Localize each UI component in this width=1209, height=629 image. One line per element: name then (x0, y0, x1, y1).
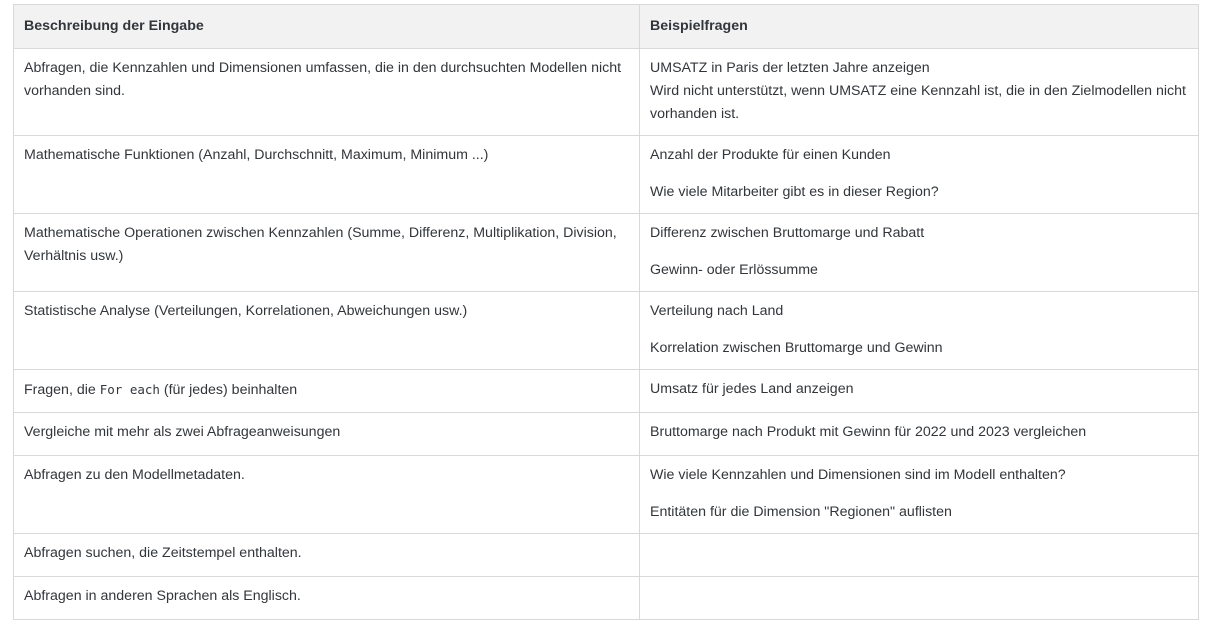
table-row (14, 456, 1199, 534)
example-question: Differenz zwischen Bruttomarge und Rabatt (650, 225, 925, 241)
description-text: (für jedes) beinhalten (159, 382, 298, 398)
row-description-cell (14, 534, 640, 577)
column-header-examples: Beispielfragen (640, 5, 1199, 49)
example-question: Wie viele Kennzahlen und Dimensionen sind im Modell enthalten? (650, 467, 1066, 483)
row-examples-cell (640, 577, 1199, 620)
row-description: Abfragen suchen, die Zeitstempel enthalten. (24, 545, 302, 561)
table-header-row (14, 5, 1199, 49)
row-description: Abfragen zu den Modellmetadaten. (24, 467, 245, 483)
row-description-cell (14, 292, 640, 370)
table-row (14, 534, 1199, 577)
column-header-description: Beschreibung der Eingabe (14, 5, 640, 49)
example-question: Gewinn- oder Erlössumme (650, 262, 818, 278)
row-description (24, 378, 629, 402)
table-row (14, 49, 1199, 136)
row-examples-cell (640, 534, 1199, 577)
example-question: Verteilung nach Land (650, 303, 784, 319)
example-question: Anzahl der Produkte für einen Kunden (650, 147, 891, 163)
table-row (14, 413, 1199, 456)
row-description-cell (14, 370, 640, 413)
table-row (14, 292, 1199, 370)
description-text: Fragen, die (24, 382, 100, 398)
row-description: Abfragen in anderen Sprachen als Englisch. (24, 588, 301, 604)
row-examples-cell (640, 413, 1199, 456)
row-description: Mathematische Operationen zwischen Kennzahlen (Summe, Differenz, Multiplikation, Division, Verhältnis usw.) (24, 225, 617, 264)
row-description-cell (14, 456, 640, 534)
row-description: Mathematische Funktionen (Anzahl, Durchschnitt, Maximum, Minimum ...) (24, 147, 489, 163)
limitations-table (13, 4, 1199, 620)
inline-code: For each (99, 382, 160, 397)
table-row (14, 214, 1199, 292)
row-examples-cell (640, 456, 1199, 534)
row-description-cell (14, 49, 640, 136)
row-examples-cell (640, 214, 1199, 292)
table-row (14, 136, 1199, 214)
example-note: Wird nicht unterstützt, wenn UMSATZ eine Kennzahl ist, die in den Zielmodellen nicht vorhanden ist. (650, 83, 1186, 122)
row-description-cell (14, 577, 640, 620)
row-examples-cell (640, 370, 1199, 413)
row-examples-cell (640, 136, 1199, 214)
example-question: Wie viele Mitarbeiter gibt es in dieser Region? (650, 184, 939, 200)
row-description-cell (14, 136, 640, 214)
limitations-table-container (13, 4, 1198, 620)
row-description-cell (14, 214, 640, 292)
table-row (14, 577, 1199, 620)
row-examples-cell (640, 292, 1199, 370)
row-description: Vergleiche mit mehr als zwei Abfrageanweisungen (24, 424, 341, 440)
table-row (14, 370, 1199, 413)
row-description-cell (14, 413, 640, 456)
example-question: Korrelation zwischen Bruttomarge und Gewinn (650, 340, 943, 356)
example-question: UMSATZ in Paris der letzten Jahre anzeigen (650, 60, 930, 76)
example-question: Umsatz für jedes Land anzeigen (650, 381, 854, 397)
row-examples-cell (640, 49, 1199, 136)
example-question: Entitäten für die Dimension "Regionen" auflisten (650, 504, 952, 520)
row-description: Abfragen, die Kennzahlen und Dimensionen umfassen, die in den durchsuchten Modellen nicht vorhanden sind. (24, 60, 622, 99)
example-question: Bruttomarge nach Produkt mit Gewinn für 2022 und 2023 vergleichen (650, 424, 1087, 440)
row-description: Statistische Analyse (Verteilungen, Korrelationen, Abweichungen usw.) (24, 303, 468, 319)
